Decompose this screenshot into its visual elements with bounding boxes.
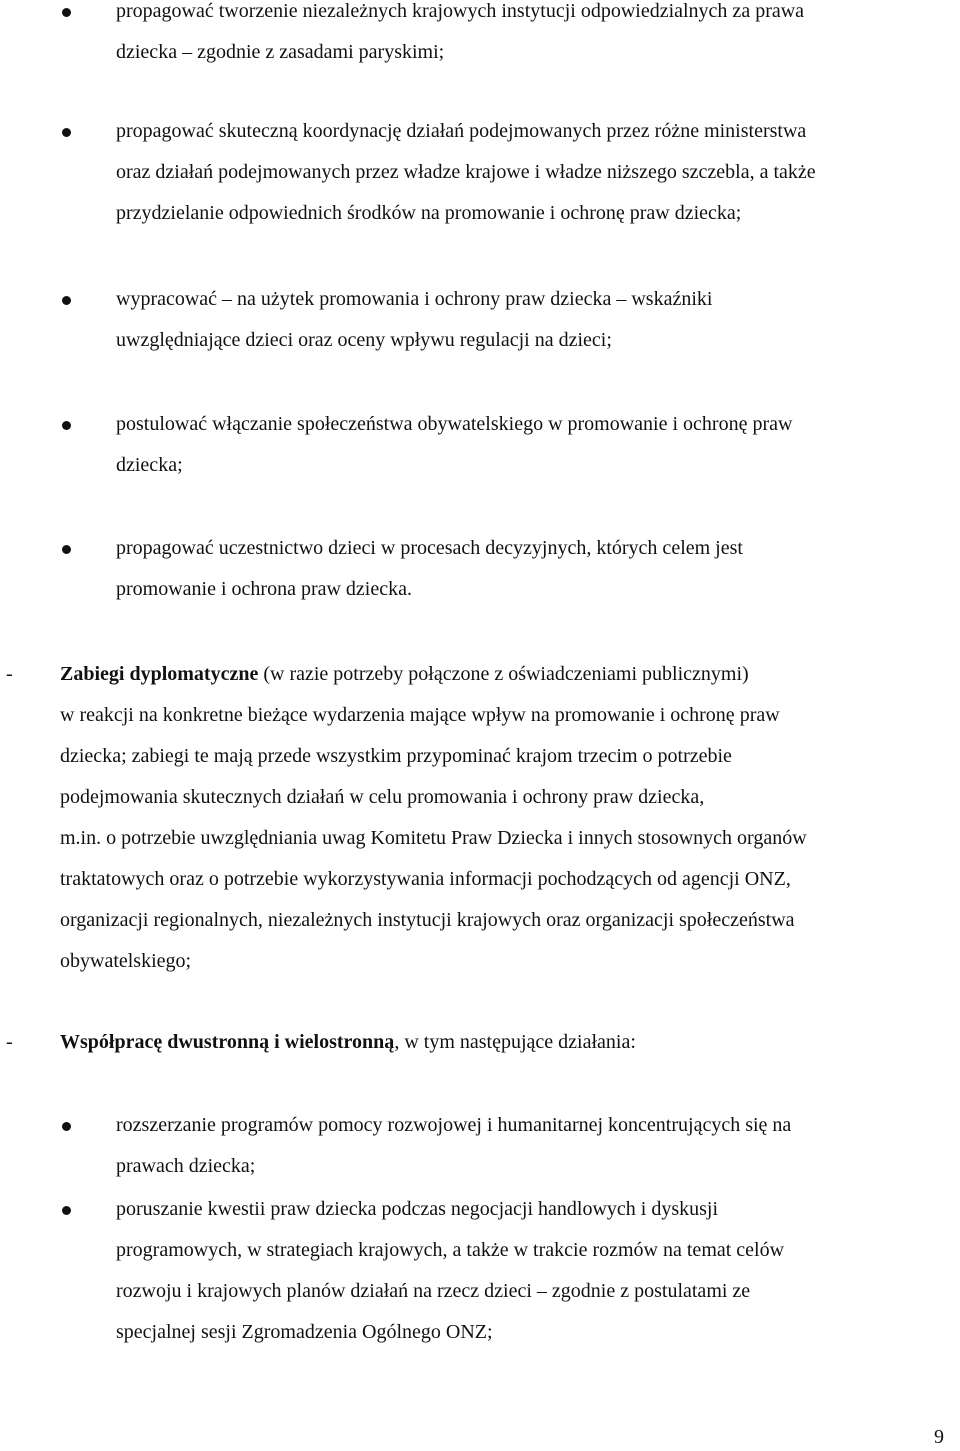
page-number: 9 <box>934 1426 944 1448</box>
bullet-icon <box>62 296 71 305</box>
bullet-icon <box>62 8 71 17</box>
heading-diplomatic: Zabiegi dyplomatyczne <box>60 663 259 685</box>
list-item: propagować uczestnictwo dzieci w procesach decyzyjnych, których celem jest promowanie i ochrona praw dziecka. <box>116 537 743 600</box>
bullet-icon <box>62 421 71 430</box>
bullet-icon <box>62 128 71 137</box>
heading-cooperation: Współpracę dwustronną i wielostronną <box>60 1031 395 1053</box>
dash-item-diplomatic: Zabiegi dyplomatyczne (w razie potrzeby połączone z oświadczeniami publicznymi) w reakcji na konkretne bieżące wydarzenia mające wpływ na promowanie i ochronę praw dziecka; zabiegi te mają przede wszystkim przypominać krajom trzecim o potrzebie podejmowania skutecznych działań w celu promowania i ochrony praw dziecka, m.in. o potrzebie uwzględniania uwag Komitetu Praw Dziecka i innych stosownych organów traktatowych oraz o potrzebie wykorzystywania informacji pochodzących od agencji ONZ, organizacji regionalnych, niezależnych instytucji krajowych oraz organizacji społeczeństwa obywatelskiego; <box>60 663 807 972</box>
list-item: propagować tworzenie niezależnych krajowych instytucji odpowiedzialnych za prawa dziecka – zgodnie z zasadami paryskimi; <box>116 0 805 63</box>
list-item: poruszanie kwestii praw dziecka podczas negocjacji handlowych i dyskusji programowych, w strategiach krajowych, a także w trakcie rozmów na temat celów rozwoju i krajowych planów działań na rzecz dzieci – zgodnie z postulatami ze specjalnej sesji Zgromadzenia Ogólnego ONZ; <box>116 1198 785 1343</box>
list-item: postulować włączanie społeczeństwa obywatelskiego w promowanie i ochronę praw dziecka; <box>116 413 793 476</box>
list-item: rozszerzanie programów pomocy rozwojowej i humanitarnej koncentrujących się na prawach dziecka; <box>116 1114 792 1177</box>
bullet-icon <box>62 1206 71 1215</box>
bullet-icon <box>62 545 71 554</box>
dash-marker: - <box>6 1031 13 1053</box>
bullet-icon <box>62 1122 71 1131</box>
dash-marker: - <box>6 663 13 685</box>
dash-item-cooperation: Współpracę dwustronną i wielostronną, w tym następujące działania: <box>60 1031 636 1053</box>
list-item: wypracować – na użytek promowania i ochrony praw dziecka – wskaźniki uwzględniające dzieci oraz oceny wpływu regulacji na dzieci; <box>116 288 713 351</box>
list-item: propagować skuteczną koordynację działań podejmowanych przez różne ministerstwa oraz działań podejmowanych przez władze krajowe i władze niższego szczebla, a także przydzielanie odpowiednich środków na promowanie i ochronę praw dziecka; <box>116 120 816 224</box>
